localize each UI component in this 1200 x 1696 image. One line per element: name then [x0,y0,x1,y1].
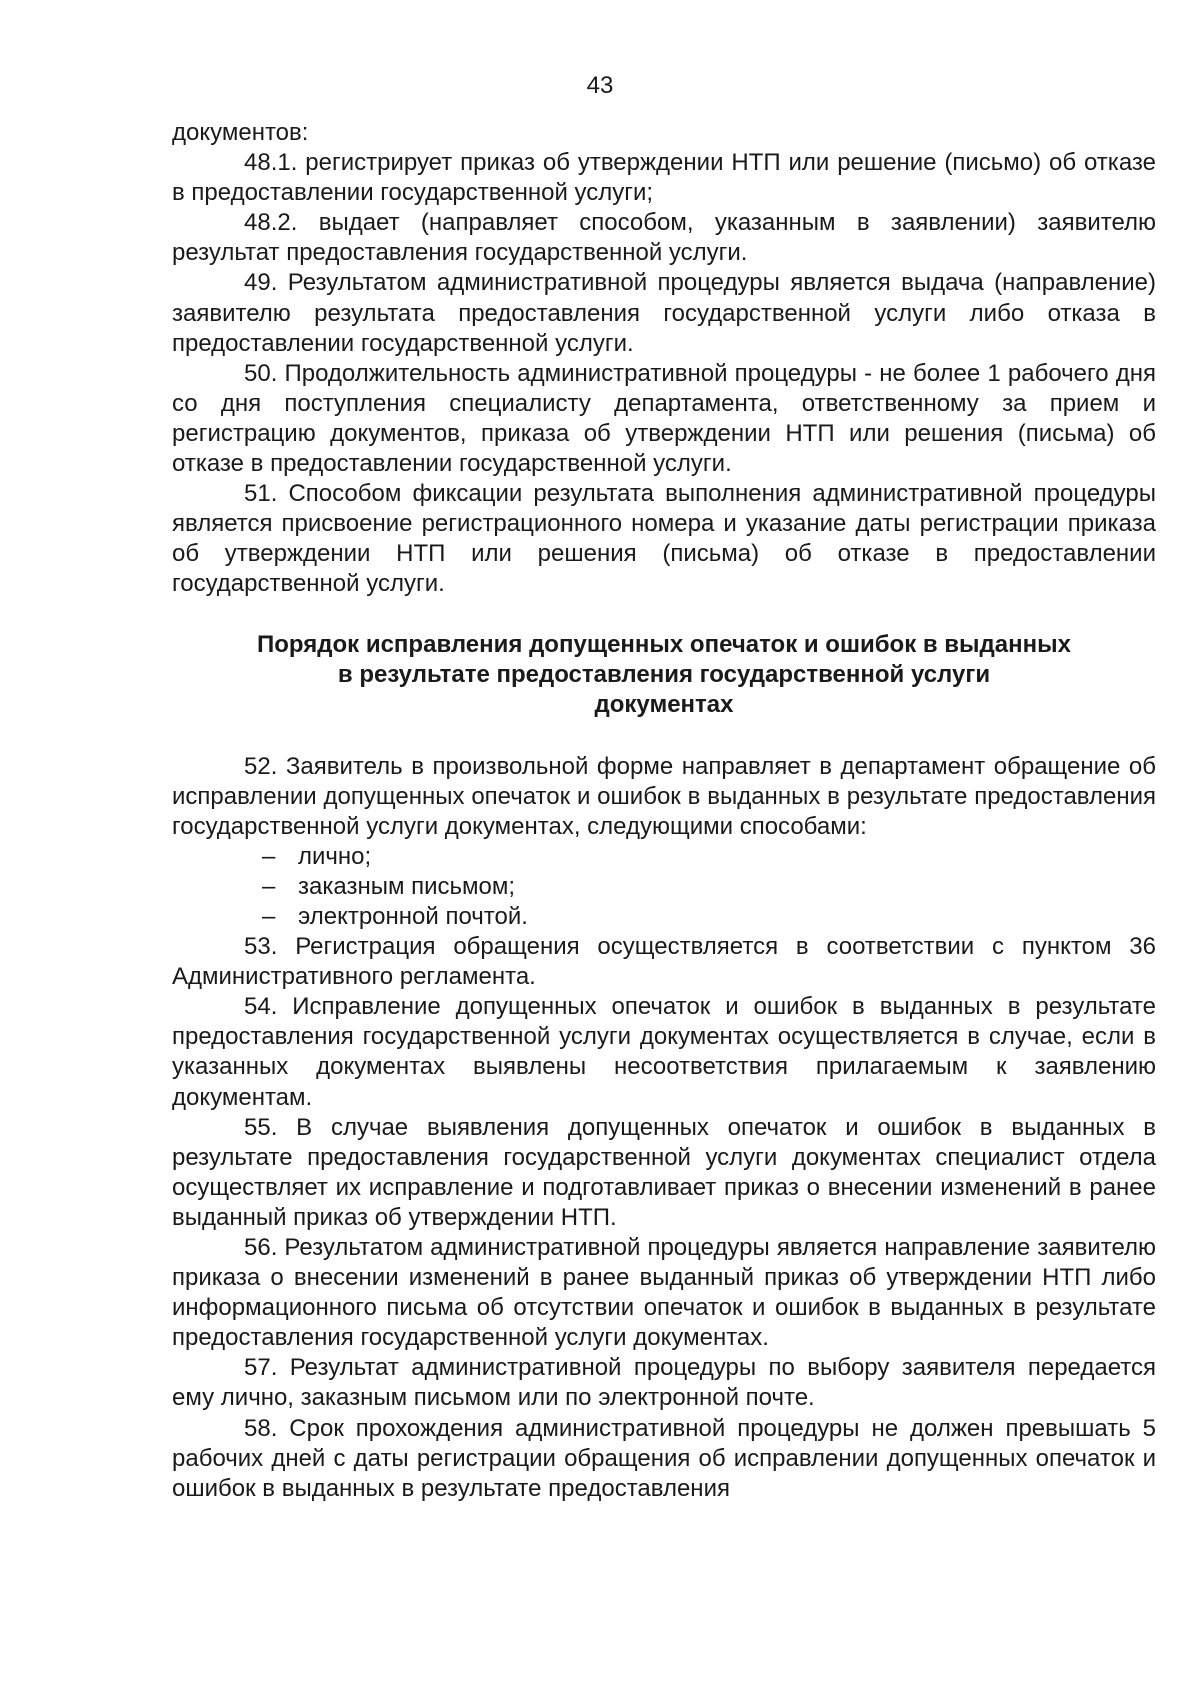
paragraph-55: 55. В случае выявления допущенных опечаток и ошибок в выданных в результате предоставления государственной услуги документах специалист отдела осуществляет их исправление и подготавливает приказ о внесении изменений в ранее выданный приказ об утверждении НТП. [172,1113,1156,1231]
paragraph-56: 56. Результатом административной процедуры является направление заявителю приказа о внесении изменений в ранее выданный приказ об утверждении НТП либо информационного письма об отсутствии опечаток и ошибок в выданных в результате предоставления государственной услуги документах. [172,1234,1156,1352]
paragraph-54: 54. Исправление допущенных опечаток и ошибок в выданных в результате предоставления государственной услуги документах осуществляется в случае, если в указанных документах выявлены несоответствия прилагаемым к заявлению документам. [172,993,1156,1111]
submission-methods-list [172,842,1156,932]
paragraph-57: 57. Результат административной процедуры по выбору заявителя передается ему лично, заказным письмом или по электронной почте. [172,1354,1156,1412]
section-heading-line-1: Порядок исправления допущенных опечаток и ошибок в выданных [257,630,1071,658]
dash-bullet-icon: – [262,872,276,900]
dash-bullet-icon: – [262,842,276,870]
paragraph-49: 49. Результатом административной процедуры является выдача (направление) заявителю результата предоставления государственной услуги либо отказа в предоставлении государственной услуги. [172,269,1156,357]
paragraph-53: 53. Регистрация обращения осуществляется в соответствии с пунктом 36 Административного регламента. [172,933,1156,991]
paragraph-51: 51. Способом фиксации результата выполнения административной процедуры является присвоение регистрационного номера и указание даты регистрации приказа об утверждении НТП или решения (письма) об отказе в предоставлении государственной услуги. [172,480,1156,598]
dash-bullet-icon: – [262,902,276,930]
list-item-text: лично; [298,842,372,870]
paragraph-continuation: документов: [172,119,309,146]
paragraph-48-1: 48.1. регистрирует приказ об утверждении НТП или решение (письмо) об отказе в предоставлении государственной услуги; [172,149,1156,207]
document-body [172,118,1156,1504]
list-item-text: заказным письмом; [298,872,516,900]
paragraph-50: 50. Продолжительность административной процедуры - не более 1 рабочего дня со дня поступления специалисту департамента, ответственному за прием и регистрацию документов, приказа об утверждении НТП или решения (письма) об отказе в предоставлении государственной услуги. [172,359,1156,478]
list-item [172,842,1156,872]
list-item [172,872,1156,902]
paragraph-58: 58. Срок прохождения административной процедуры не должен превышать 5 рабочих дней с даты регистрации обращения об исправлении допущенных опечаток и ошибок в выданных в результате предоставления [172,1414,1156,1502]
list-item [172,902,1156,932]
list-item-text: электронной почтой. [298,902,528,930]
paragraph-48-2: 48.2. выдает (направляет способом, указанным в заявлении) заявителю результат предоставления государственной услуги. [172,209,1156,267]
page-number: 43 [586,72,614,99]
paragraph-52: 52. Заявитель в произвольной форме направляет в департамент обращение об исправлении допущенных опечаток и ошибок в выданных в результате предоставления государственной услуги документах, следующими способами: [172,752,1156,840]
section-heading-line-2: в результате предоставления государственной услуги [337,660,991,688]
section-heading-line-3: документах [594,690,734,718]
section-heading [172,630,1156,720]
